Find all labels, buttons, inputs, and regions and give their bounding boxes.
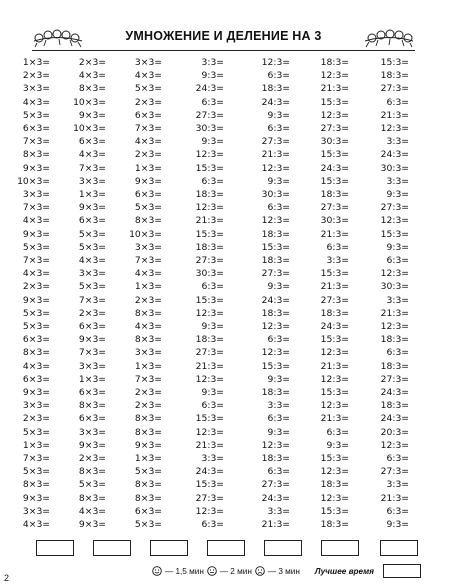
- exercise-item: 4×3=: [22, 268, 50, 280]
- exercise-item: 4×3=: [78, 70, 106, 82]
- exercise-item: 10×3=: [129, 228, 162, 240]
- exercise-item: 21:3=: [380, 307, 409, 319]
- column-score-box[interactable]: [264, 540, 302, 556]
- exercise-item: 6:3=: [201, 96, 224, 108]
- exercise-item: 3×3=: [78, 360, 106, 372]
- exercise-item: 27:3=: [261, 479, 290, 491]
- exercise-item: 18:3=: [261, 255, 290, 266]
- exercise-item: 6:3=: [267, 413, 290, 425]
- exercise-item: 15:3=: [320, 268, 349, 280]
- exercise-item: 15:3=: [195, 162, 224, 174]
- exercise-item: 3×3=: [22, 505, 50, 517]
- exercise-item: 21:3=: [380, 492, 409, 504]
- exercise-item: 27:3=: [380, 202, 409, 214]
- exercise-item: 5×3=: [134, 83, 162, 95]
- exercise-item: 6×3=: [78, 413, 106, 425]
- exercise-item: 4×3=: [22, 96, 50, 108]
- exercise-item: 30:3=: [320, 215, 349, 227]
- exercise-item: 9×3=: [134, 439, 162, 451]
- answer-boxes-row: [36, 540, 420, 556]
- exercise-item: 9×3=: [78, 109, 106, 121]
- exercise-item: 4×3=: [134, 70, 162, 82]
- exercise-item: 18:3=: [320, 307, 349, 319]
- exercise-item: 21:3=: [320, 228, 349, 240]
- exercise-item: 9:3=: [201, 70, 224, 82]
- exercise-item: 5×3=: [22, 241, 50, 253]
- exercise-item: 7×3=: [22, 453, 50, 464]
- exercise-item: 8×3=: [134, 426, 162, 438]
- exercise-item: 6×3=: [22, 373, 50, 385]
- exercise-item: 12:3=: [320, 492, 349, 504]
- exercise-item: 27:3=: [195, 347, 224, 359]
- exercise-item: 6×3=: [78, 215, 106, 227]
- timing-legend: [152, 562, 421, 580]
- exercise-item: 24:3=: [261, 96, 290, 108]
- column-score-box[interactable]: [36, 540, 74, 556]
- exercise-item: 18:3=: [195, 241, 224, 253]
- decorative-flowers-left-icon: [32, 26, 84, 48]
- exercise-item: 15:3=: [380, 228, 409, 240]
- exercise-item: 4×3=: [22, 519, 50, 530]
- exercise-item: 6×3=: [78, 321, 106, 332]
- exercise-item: 12:3=: [261, 162, 290, 174]
- exercise-item: 5×3=: [134, 466, 162, 478]
- exercise-item: 18:3=: [261, 453, 290, 464]
- exercise-item: 4×3=: [134, 321, 162, 332]
- exercise-item: 27:3=: [195, 109, 224, 121]
- exercise-item: 3:3=: [201, 453, 224, 464]
- exercise-item: 15:3=: [261, 241, 290, 253]
- column-score-box[interactable]: [150, 540, 188, 556]
- exercise-item: 7×3=: [78, 294, 106, 306]
- exercise-item: 5×3=: [78, 281, 106, 293]
- exercise-item: 27:3=: [320, 202, 349, 214]
- decorative-flowers-right-icon: [363, 26, 415, 48]
- exercise-item: 4×3=: [134, 136, 162, 148]
- exercise-item: 7×3=: [78, 347, 106, 359]
- exercise-item: 6:3=: [386, 453, 409, 464]
- exercise-item: 24:3=: [320, 321, 349, 332]
- exercise-item: 12:3=: [195, 426, 224, 438]
- exercise-item: 18:3=: [195, 189, 224, 200]
- exercise-item: 27:3=: [320, 123, 349, 134]
- header-rule: [32, 50, 415, 51]
- exercise-item: 5×3=: [22, 426, 50, 438]
- time-medium-label: — 2 мин: [219, 566, 252, 576]
- exercise-item: 8×3=: [134, 334, 162, 346]
- exercise-item: 15:3=: [320, 505, 349, 517]
- exercise-item: 9×3=: [22, 162, 50, 174]
- exercise-item: 3×3=: [22, 83, 50, 95]
- column-score-box[interactable]: [321, 540, 359, 556]
- exercise-item: 24:3=: [380, 149, 409, 161]
- exercise-item: 3×3=: [134, 347, 162, 359]
- exercise-item: 1×3=: [134, 360, 162, 372]
- exercise-item: 18:3=: [380, 360, 409, 372]
- exercise-item: 1×3=: [78, 373, 106, 385]
- exercise-item: 18:3=: [195, 334, 224, 346]
- exercise-item: 18:3=: [320, 519, 349, 530]
- exercise-item: 27:3=: [380, 466, 409, 478]
- exercise-item: 12:3=: [261, 321, 290, 332]
- exercise-item: 6:3=: [386, 347, 409, 359]
- exercise-item: 15:3=: [320, 387, 349, 398]
- exercise-item: 9:3=: [386, 241, 409, 253]
- exercise-item: 8×3=: [78, 492, 106, 504]
- exercise-item: 12:3=: [320, 347, 349, 359]
- exercise-item: 24:3=: [320, 162, 349, 174]
- exercise-item: 30:3=: [195, 123, 224, 134]
- exercise-item: 24:3=: [195, 83, 224, 95]
- exercise-item: 4×3=: [22, 215, 50, 227]
- exercise-item: 24:3=: [380, 387, 409, 398]
- exercise-item: 3×3=: [78, 268, 106, 280]
- page-title: УМНОЖЕНИЕ И ДЕЛЕНИЕ НА 3: [125, 29, 322, 43]
- exercise-item: 15:3=: [195, 479, 224, 491]
- exercise-item: 18:3=: [320, 57, 349, 68]
- exercise-item: 12:3=: [195, 149, 224, 161]
- exercise-item: 21:3=: [380, 109, 409, 121]
- exercise-item: 2×3=: [22, 70, 50, 82]
- exercise-column: [36, 56, 409, 532]
- exercise-item: 6:3=: [201, 281, 224, 293]
- exercise-item: 12:3=: [261, 215, 290, 227]
- exercise-item: 18:3=: [320, 189, 349, 200]
- exercise-item: 4×3=: [134, 268, 162, 280]
- exercise-item: 12:3=: [320, 109, 349, 121]
- exercise-item: 4×3=: [78, 255, 106, 266]
- exercise-item: 8×3=: [22, 347, 50, 359]
- exercise-item: 6:3=: [386, 505, 409, 517]
- exercise-item: 27:3=: [380, 83, 409, 95]
- exercise-item: 18:3=: [261, 228, 290, 240]
- exercise-item: 5×3=: [134, 519, 162, 530]
- exercise-item: 6:3=: [267, 70, 290, 82]
- exercise-item: 2×3=: [78, 453, 106, 464]
- exercise-item: 15:3=: [320, 175, 349, 187]
- exercise-item: 3×3=: [134, 57, 162, 68]
- exercise-item: 6:3=: [201, 400, 224, 412]
- exercise-item: 9×3=: [78, 202, 106, 214]
- exercise-item: 9:3=: [201, 387, 224, 398]
- exercise-item: 6:3=: [201, 175, 224, 187]
- exercise-item: 6:3=: [386, 96, 409, 108]
- exercise-item: 3×3=: [22, 189, 50, 200]
- exercise-item: 12:3=: [320, 70, 349, 82]
- exercise-item: 12:3=: [261, 347, 290, 359]
- exercise-item: 2×3=: [78, 57, 106, 68]
- exercise-item: 15:3=: [320, 334, 349, 346]
- exercise-item: 21:3=: [320, 281, 349, 293]
- time-fast-label: — 1,5 мин: [165, 566, 204, 576]
- exercise-item: 5×3=: [22, 307, 50, 319]
- exercise-item: 12:3=: [320, 373, 349, 385]
- exercise-item: 7×3=: [134, 255, 162, 266]
- exercise-item: 21:3=: [195, 439, 224, 451]
- exercise-item: 8×3=: [134, 307, 162, 319]
- exercise-grid: [17, 56, 420, 532]
- exercise-item: 12:3=: [320, 400, 349, 412]
- exercise-item: 9:3=: [201, 321, 224, 332]
- exercise-item: 8×3=: [134, 413, 162, 425]
- exercise-item: 9:3=: [386, 189, 409, 200]
- exercise-item: 1×3=: [134, 162, 162, 174]
- exercise-item: 30:3=: [195, 268, 224, 280]
- exercise-item: 2×3=: [134, 96, 162, 108]
- exercise-item: 5×3=: [78, 228, 106, 240]
- exercise-item: 9×3=: [22, 294, 50, 306]
- exercise-item: 6:3=: [267, 123, 290, 134]
- exercise-item: 15:3=: [195, 413, 224, 425]
- exercise-item: 4×3=: [78, 505, 106, 517]
- exercise-item: 7×3=: [22, 136, 50, 148]
- exercise-item: 12:3=: [380, 215, 409, 227]
- exercise-item: 9:3=: [267, 281, 290, 293]
- exercise-item: 21:3=: [320, 83, 349, 95]
- column-score-box[interactable]: [93, 540, 131, 556]
- exercise-item: 2×3=: [22, 413, 50, 425]
- exercise-item: 10×3=: [73, 96, 106, 108]
- exercise-item: 9:3=: [267, 373, 290, 385]
- exercise-item: 30:3=: [320, 136, 349, 148]
- exercise-item: 6:3=: [267, 334, 290, 346]
- sad-face-icon: [255, 566, 265, 576]
- exercise-item: 2×3=: [134, 400, 162, 412]
- exercise-item: 18:3=: [261, 387, 290, 398]
- exercise-item: 27:3=: [195, 492, 224, 504]
- exercise-item: 8×3=: [134, 479, 162, 491]
- exercise-item: 9:3=: [326, 439, 349, 451]
- exercise-item: 2×3=: [134, 294, 162, 306]
- exercise-item: 21:3=: [261, 519, 290, 530]
- exercise-item: 9×3=: [22, 228, 50, 240]
- exercise-item: 12:3=: [261, 57, 290, 68]
- exercise-item: 3:3=: [386, 175, 409, 187]
- exercise-item: 15:3=: [320, 96, 349, 108]
- exercise-item: 30:3=: [380, 162, 409, 174]
- exercise-item: 3:3=: [386, 294, 409, 306]
- exercise-item: 9×3=: [78, 439, 106, 451]
- exercise-item: 12:3=: [320, 466, 349, 478]
- exercise-item: 10×3=: [73, 123, 106, 134]
- exercise-item: 3×3=: [78, 175, 106, 187]
- exercise-item: 24:3=: [195, 466, 224, 478]
- exercise-item: 3:3=: [386, 136, 409, 148]
- exercise-item: 2×3=: [134, 387, 162, 398]
- exercise-item: 30:3=: [380, 281, 409, 293]
- exercise-item: 18:3=: [261, 307, 290, 319]
- exercise-item: 9:3=: [267, 426, 290, 438]
- best-time-box[interactable]: [383, 564, 421, 578]
- exercise-item: 4×3=: [22, 360, 50, 372]
- exercise-item: 6×3=: [134, 109, 162, 121]
- exercise-item: 15:3=: [380, 57, 409, 68]
- exercise-item: 5×3=: [22, 321, 50, 332]
- exercise-item: 1×3=: [78, 189, 106, 200]
- exercise-item: 24:3=: [261, 492, 290, 504]
- exercise-item: 1×3=: [134, 453, 162, 464]
- exercise-item: 2×3=: [78, 307, 106, 319]
- exercise-item: 6:3=: [386, 255, 409, 266]
- exercise-item: 12:3=: [195, 307, 224, 319]
- exercise-item: 18:3=: [380, 400, 409, 412]
- exercise-item: 5×3=: [22, 109, 50, 121]
- exercise-item: 7×3=: [134, 373, 162, 385]
- exercise-item: 24:3=: [380, 413, 409, 425]
- exercise-item: 12:3=: [380, 123, 409, 134]
- exercise-item: 6×3=: [22, 334, 50, 346]
- exercise-item: 21:3=: [320, 360, 349, 372]
- exercise-item: 2×3=: [134, 149, 162, 161]
- exercise-item: 6:3=: [326, 241, 349, 253]
- exercise-item: 30:3=: [261, 189, 290, 200]
- exercise-item: 3:3=: [267, 505, 290, 517]
- exercise-item: 3:3=: [326, 255, 349, 266]
- exercise-item: 12:3=: [195, 505, 224, 517]
- exercise-item: 12:3=: [195, 202, 224, 214]
- exercise-item: 9×3=: [134, 175, 162, 187]
- exercise-item: 18:3=: [261, 83, 290, 95]
- exercise-item: 8×3=: [78, 466, 106, 478]
- exercise-item: 5×3=: [134, 202, 162, 214]
- exercise-item: 6:3=: [267, 202, 290, 214]
- exercise-item: 8×3=: [78, 83, 106, 95]
- exercise-item: 7×3=: [134, 123, 162, 134]
- exercise-item: 9:3=: [386, 519, 409, 530]
- exercise-item: 3:3=: [267, 400, 290, 412]
- exercise-item: 3:3=: [201, 57, 224, 68]
- exercise-item: 7×3=: [22, 255, 50, 266]
- exercise-item: 7×3=: [78, 162, 106, 174]
- exercise-item: 18:3=: [320, 479, 349, 491]
- exercise-item: 6:3=: [326, 426, 349, 438]
- exercise-item: 12:3=: [380, 321, 409, 332]
- exercise-item: 15:3=: [261, 360, 290, 372]
- exercise-item: 27:3=: [195, 255, 224, 266]
- exercise-item: 5×3=: [78, 479, 106, 491]
- exercise-item: 12:3=: [380, 439, 409, 451]
- column-score-box[interactable]: [380, 540, 418, 556]
- column-score-box[interactable]: [207, 540, 245, 556]
- exercise-item: 6:3=: [267, 466, 290, 478]
- exercise-item: 1×3=: [22, 57, 50, 68]
- exercise-item: 9×3=: [78, 334, 106, 346]
- exercise-item: 20:3=: [380, 426, 409, 438]
- exercise-item: 3×3=: [78, 426, 106, 438]
- exercise-item: 7×3=: [22, 202, 50, 214]
- exercise-item: 9:3=: [267, 175, 290, 187]
- exercise-item: 6×3=: [22, 123, 50, 134]
- exercise-item: 3×3=: [22, 400, 50, 412]
- exercise-item: 4×3=: [78, 149, 106, 161]
- exercise-item: 21:3=: [320, 413, 349, 425]
- exercise-item: 2×3=: [22, 281, 50, 293]
- exercise-item: 8×3=: [78, 400, 106, 412]
- exercise-item: 9×3=: [22, 492, 50, 504]
- exercise-item: 8×3=: [134, 215, 162, 227]
- smiling-face-icon: [152, 566, 162, 576]
- exercise-item: 15:3=: [320, 149, 349, 161]
- exercise-item: 27:3=: [261, 136, 290, 148]
- exercise-item: 10×3=: [17, 175, 50, 187]
- exercise-item: 18:3=: [380, 334, 409, 346]
- exercise-item: 21:3=: [261, 149, 290, 161]
- exercise-item: 6:3=: [201, 519, 224, 530]
- exercise-item: 3×3=: [134, 241, 162, 253]
- exercise-item: 27:3=: [261, 268, 290, 280]
- exercise-item: 6×3=: [78, 387, 106, 398]
- page-header: [32, 24, 415, 51]
- best-time-label: Лучшее время: [314, 566, 374, 576]
- exercise-item: 6×3=: [78, 136, 106, 148]
- exercise-item: 24:3=: [261, 294, 290, 306]
- exercise-item: 12:3=: [195, 373, 224, 385]
- time-slow-label: — 3 мин: [267, 566, 300, 576]
- exercise-item: 27:3=: [320, 294, 349, 306]
- exercise-item: 12:3=: [261, 439, 290, 451]
- exercise-item: 15:3=: [320, 453, 349, 464]
- exercise-item: 1×3=: [134, 281, 162, 293]
- exercise-item: 15:3=: [195, 228, 224, 240]
- exercise-item: 3:3=: [386, 479, 409, 491]
- exercise-item: 15:3=: [195, 294, 224, 306]
- exercise-item: 21:3=: [195, 215, 224, 227]
- neutral-face-icon: [207, 566, 217, 576]
- exercise-item: 21:3=: [195, 360, 224, 372]
- exercise-item: 9×3=: [78, 519, 106, 530]
- exercise-item: 9×3=: [22, 387, 50, 398]
- exercise-item: 18:3=: [380, 70, 409, 82]
- exercise-item: 27:3=: [380, 373, 409, 385]
- exercise-item: 9:3=: [267, 109, 290, 121]
- exercise-item: 8×3=: [22, 479, 50, 491]
- exercise-item: 9:3=: [201, 136, 224, 148]
- exercise-item: 5×3=: [78, 241, 106, 253]
- exercise-item: 6×3=: [134, 189, 162, 200]
- exercise-item: 8×3=: [22, 149, 50, 161]
- exercise-item: 6×3=: [134, 505, 162, 517]
- exercise-item: 1×3=: [22, 439, 50, 451]
- exercise-item: 5×3=: [22, 466, 50, 478]
- exercise-item: 12:3=: [380, 268, 409, 280]
- exercise-item: 8×3=: [134, 492, 162, 504]
- page-number: 2: [4, 573, 10, 583]
